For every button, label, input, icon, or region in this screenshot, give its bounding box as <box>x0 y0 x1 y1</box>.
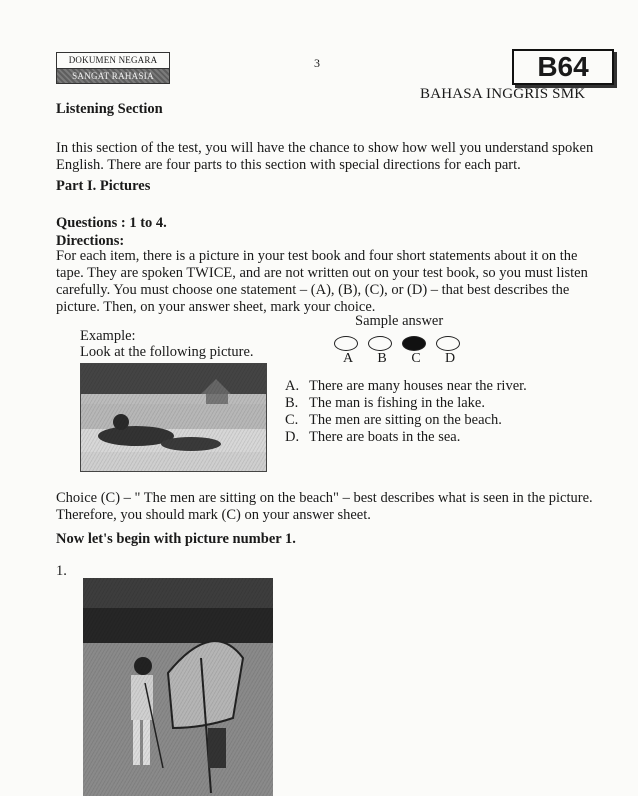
intro-paragraph: In this section of the test, you will have the chance to show how well you understand spoken English. There are four parts to this section with special directions for each part. <box>56 140 594 173</box>
example-photo <box>80 363 267 472</box>
option-text: There are boats in the sea. <box>309 429 461 445</box>
option-letter: D. <box>285 429 300 445</box>
begin-instruction: Now let's begin with picture number 1. <box>56 531 296 547</box>
directions-label: Directions: <box>56 233 125 249</box>
example-label: Example: <box>80 328 136 344</box>
directions-paragraph: For each item, there is a picture in your test book and four short statements about it on the tape. They are spoken TWICE, and are not written out on your test book, so you must listen carefully. You must choose one statement – (A), (B), (C), or (D) – that best describes the picture. Then, on your answer sheet, mark your choice. <box>56 248 588 315</box>
bubble-letter-d: D <box>444 351 456 366</box>
photo-grain <box>83 578 273 796</box>
questions-label: Questions : 1 to 4. <box>56 215 167 231</box>
option-letter: B. <box>285 395 299 411</box>
choice-explanation: Choice (C) – " The men are sitting on the beach" – best describes what is seen in the picture. Therefore, you should mark (C) on your answer sheet. <box>56 490 593 523</box>
example-instruction: Look at the following picture. <box>80 344 254 360</box>
question-number: 1. <box>56 563 67 579</box>
photo-grain <box>81 364 266 471</box>
classification-label: SANGAT RAHASIA <box>57 69 169 83</box>
sample-answer-label: Sample answer <box>355 313 444 329</box>
option-text: There are many houses near the river. <box>309 378 527 394</box>
option-d <box>285 429 527 446</box>
document-classification-box <box>56 52 170 84</box>
sample-answer-bubbles <box>334 336 464 366</box>
option-letter: A. <box>285 378 300 394</box>
subject-title: BAHASA INGGRIS SMK <box>420 86 586 102</box>
part-title: Part I. Pictures <box>56 178 151 194</box>
option-text: The men are sitting on the beach. <box>309 412 502 428</box>
bubble-b <box>368 336 392 351</box>
exam-code: B64 <box>512 49 614 85</box>
option-letter: C. <box>285 412 299 428</box>
page-number: 3 <box>314 56 320 70</box>
option-text: The man is fishing in the lake. <box>309 395 485 411</box>
option-c <box>285 412 527 429</box>
section-title: Listening Section <box>56 101 163 117</box>
bubble-a <box>334 336 358 351</box>
option-b <box>285 395 527 412</box>
bubble-letter-c: C <box>411 351 421 366</box>
bubble-c-filled <box>402 336 426 351</box>
question-1-photo <box>83 578 273 796</box>
example-options <box>285 378 527 446</box>
option-a <box>285 378 527 395</box>
bubble-letter-a: A <box>342 351 354 366</box>
document-label: DOKUMEN NEGARA <box>57 53 169 69</box>
bubble-letter-b: B <box>377 351 387 366</box>
bubble-d <box>436 336 460 351</box>
